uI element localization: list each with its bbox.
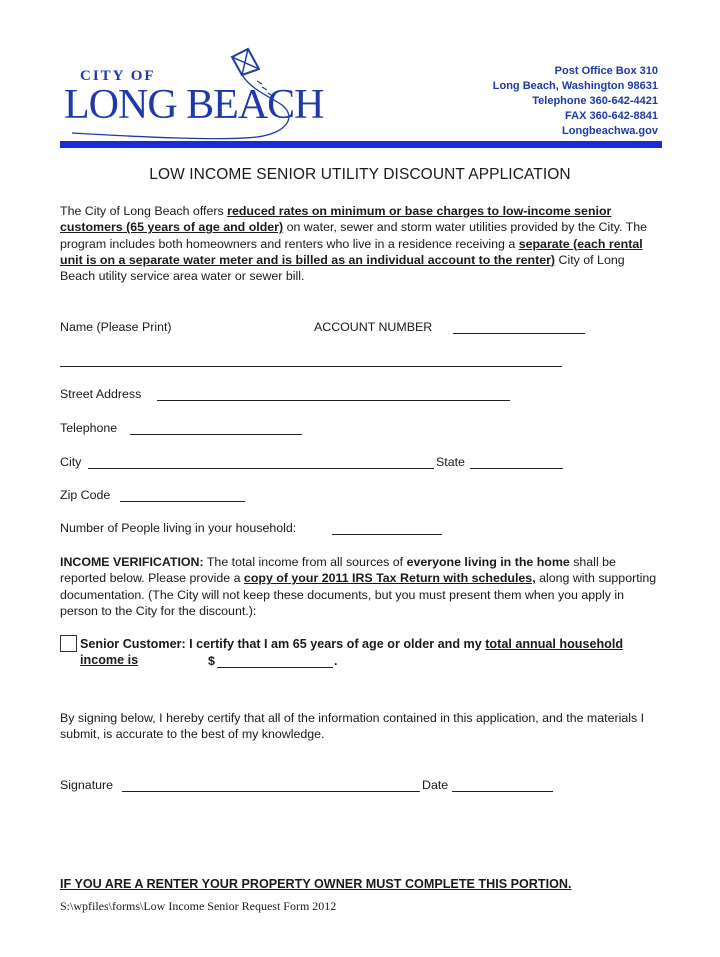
household-count-label: Number of People living in your household: xyxy=(60,521,297,535)
address-line: Long Beach, Washington 98631 xyxy=(492,80,658,92)
zip-code-label: Zip Code xyxy=(60,488,111,502)
senior-certification-text xyxy=(80,636,640,669)
address-line: Telephone 360-642-4421 xyxy=(532,95,658,107)
date-label: Date xyxy=(422,778,449,792)
name-input[interactable] xyxy=(60,366,562,367)
name-label: Name (Please Print) xyxy=(60,320,172,334)
address-line: Post Office Box 310 xyxy=(554,65,658,77)
state-label: State xyxy=(436,455,465,469)
income-text-1: The total income from all sources of xyxy=(203,555,407,569)
certification-paragraph: By signing below, I hereby certify that all of the information contained in this application, and the materials I submit, is accurate to the best of my knowledge. xyxy=(60,711,645,742)
income-text-2: shall be reported below. Please provide a xyxy=(60,555,616,586)
date-input[interactable] xyxy=(452,791,553,792)
city-label: City xyxy=(60,455,82,469)
logo-city-text: CITY OF xyxy=(80,68,156,84)
address-block xyxy=(493,64,658,139)
street-address-label: Street Address xyxy=(60,387,142,401)
intro-text-1: The City of Long Beach offers xyxy=(60,204,228,218)
senior-income-underlined: total annual household income is xyxy=(80,637,624,668)
street-address-input[interactable] xyxy=(157,400,510,401)
intro-bold-2: separate (each rental unit is on a separate water meter and is billed as an individual account to the renter) xyxy=(60,236,643,267)
telephone-input[interactable] xyxy=(130,434,302,435)
income-verification-heading: INCOME VERIFICATION: xyxy=(60,555,204,569)
telephone-label: Telephone xyxy=(60,421,118,435)
file-path-footer: S:\wpfiles\forms\Low Income Senior Request Form 2012 xyxy=(60,899,337,913)
state-input[interactable] xyxy=(470,468,563,469)
account-number-label: ACCOUNT NUMBER xyxy=(314,320,433,334)
address-line: FAX 360-642-8841 xyxy=(565,110,658,122)
annual-income-input[interactable] xyxy=(217,667,333,668)
income-period: . xyxy=(334,654,338,668)
zip-code-input[interactable] xyxy=(120,501,245,502)
income-text-3: along with supporting documentation. (The City will not keep these documents, but you must present them when you apply in person to the City for the discount.): xyxy=(60,571,657,618)
income-verification-paragraph xyxy=(60,554,662,619)
intro-bold-1: reduced rates on minimum or base charges to low-income senior customers (65 years of age and older) xyxy=(60,204,612,235)
intro-text-2: on water, sewer and storm water utilities provided by the City. The program includes both homeowners and renters who live in a residence receiving a xyxy=(60,220,647,251)
logo-name-text: LONG BEACH xyxy=(64,82,324,128)
header-divider xyxy=(60,141,662,148)
signature-label: Signature xyxy=(60,778,114,792)
intro-paragraph xyxy=(60,203,662,284)
form-title: LOW INCOME SENIOR UTILITY DISCOUNT APPLICATION xyxy=(149,166,571,183)
dollar-sign: $ xyxy=(208,654,215,668)
renter-notice: IF YOU ARE A RENTER YOUR PROPERTY OWNER MUST COMPLETE THIS PORTION. xyxy=(60,877,572,891)
senior-text: Senior Customer: I certify that I am 65 years of age or older and my xyxy=(80,637,486,651)
city-input[interactable] xyxy=(88,468,434,469)
income-bold-1: everyone living in the home xyxy=(406,555,570,569)
signature-input[interactable] xyxy=(122,791,420,792)
senior-customer-checkbox[interactable] xyxy=(60,635,77,652)
account-number-input[interactable] xyxy=(453,333,585,334)
income-bold-2: copy of your 2011 IRS Tax Return with schedules, xyxy=(243,571,536,586)
website-link[interactable]: Longbeachwa.gov xyxy=(562,125,658,137)
intro-text-3: City of Long Beach utility service area water or sewer bill. xyxy=(60,252,625,284)
household-count-input[interactable] xyxy=(332,534,442,535)
